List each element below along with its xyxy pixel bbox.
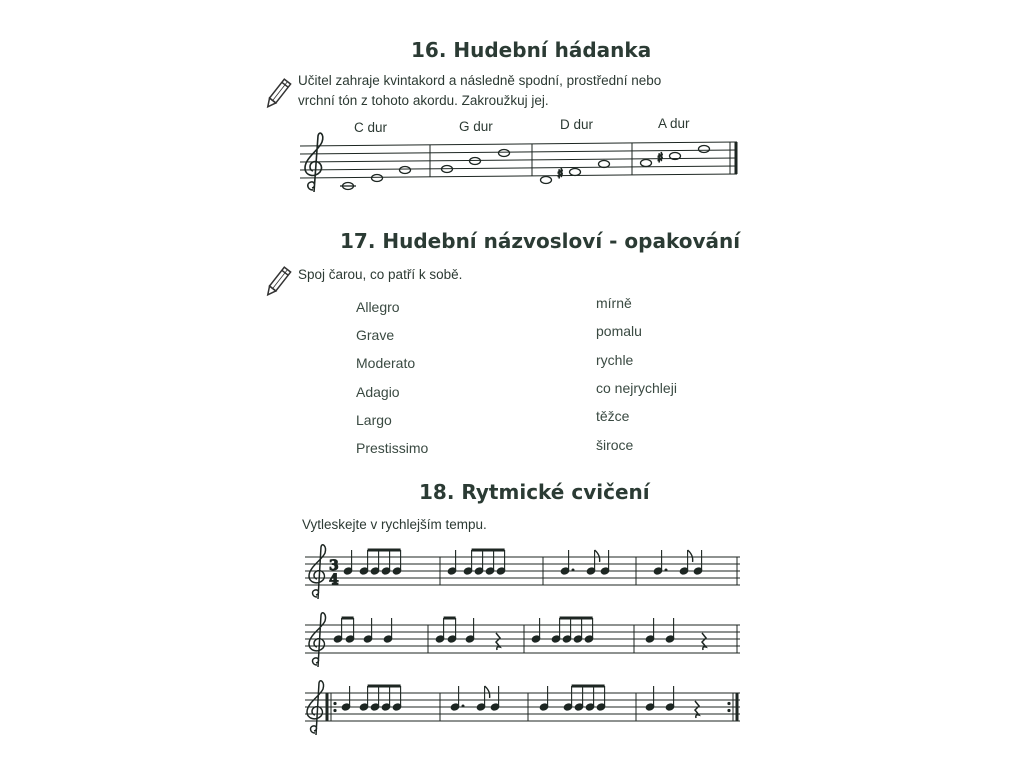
rhythm-staff-2 <box>300 613 750 673</box>
term-right: co nejrychleji <box>596 380 677 396</box>
note-c-dur-2 <box>372 175 383 182</box>
term-left: Moderato <box>356 355 416 371</box>
chord-name-d-dur: D dur <box>560 117 594 132</box>
quarter-rest <box>702 633 706 650</box>
dot <box>462 705 465 708</box>
note-a-dur-3 <box>699 146 710 153</box>
term-left: Adagio <box>356 384 400 400</box>
note-c-dur-3 <box>400 167 411 174</box>
treble-clef-icon <box>309 545 325 599</box>
sharp-sign: ♯ <box>557 167 564 182</box>
section-16-instruction-line-2: vrchní tón z tohoto akordu. Zakroužkuj jej. <box>298 93 549 108</box>
note-a-dur-1 <box>641 160 652 167</box>
repeat-dot <box>727 709 730 712</box>
term-left: Grave <box>356 327 395 343</box>
repeat-dot <box>727 702 730 705</box>
term-left: Largo <box>356 412 392 428</box>
chord-name-a-dur: A dur <box>658 116 690 131</box>
chord-name-g-dur: G dur <box>459 119 493 134</box>
rhythm-staff-1 <box>300 545 750 605</box>
staff-lines <box>300 142 737 178</box>
time-signature-bottom: 4 <box>329 572 339 588</box>
note-d-dur-1 <box>541 177 552 184</box>
section-18-instruction: Vytleskejte v rychlejším tempu. <box>302 517 487 532</box>
term-left: Prestissimo <box>356 440 429 456</box>
note-g-dur-3 <box>499 150 510 157</box>
eighth-flag <box>595 550 600 562</box>
term-right: rychle <box>596 352 634 368</box>
pencil-icon <box>262 266 292 300</box>
section-16-title: 16. Hudební hádanka <box>411 38 652 62</box>
repeat-dot <box>333 702 336 705</box>
sharp-sign: ♯ <box>657 151 664 166</box>
eighth-flag <box>688 550 693 562</box>
dot <box>665 569 668 572</box>
quarter-rest <box>496 633 500 650</box>
pencil-icon <box>262 78 292 112</box>
repeat-dot <box>333 709 336 712</box>
quarter-rest <box>695 701 699 718</box>
time-signature-top: 3 <box>329 558 339 574</box>
eighth-flag <box>485 686 490 698</box>
note-d-dur-2 <box>570 169 581 176</box>
section-16-instruction-line-1: Učitel zahraje kvintakord a následně spodní, prostřední nebo <box>298 73 662 88</box>
chord-name-c-dur: C dur <box>354 120 388 135</box>
dot <box>572 569 575 572</box>
treble-clef-icon <box>309 613 325 667</box>
treble-clef-icon <box>305 133 323 192</box>
note-g-dur-2 <box>470 158 481 165</box>
term-left: Allegro <box>356 299 400 315</box>
section-18-title: 18. Rytmické cvičení <box>419 480 650 504</box>
term-right: těžce <box>596 408 630 424</box>
section-17-instruction: Spoj čarou, co patří k sobě. <box>298 267 463 282</box>
treble-clef-icon <box>307 681 323 735</box>
term-right: široce <box>596 437 634 453</box>
section-17-title: 17. Hudební názvosloví - opakování <box>340 229 741 253</box>
rhythm-staff-3 <box>300 681 750 741</box>
chord-staff <box>295 132 755 202</box>
note-d-dur-3 <box>599 161 610 168</box>
term-right: pomalu <box>596 323 642 339</box>
term-right: mírně <box>596 295 632 311</box>
